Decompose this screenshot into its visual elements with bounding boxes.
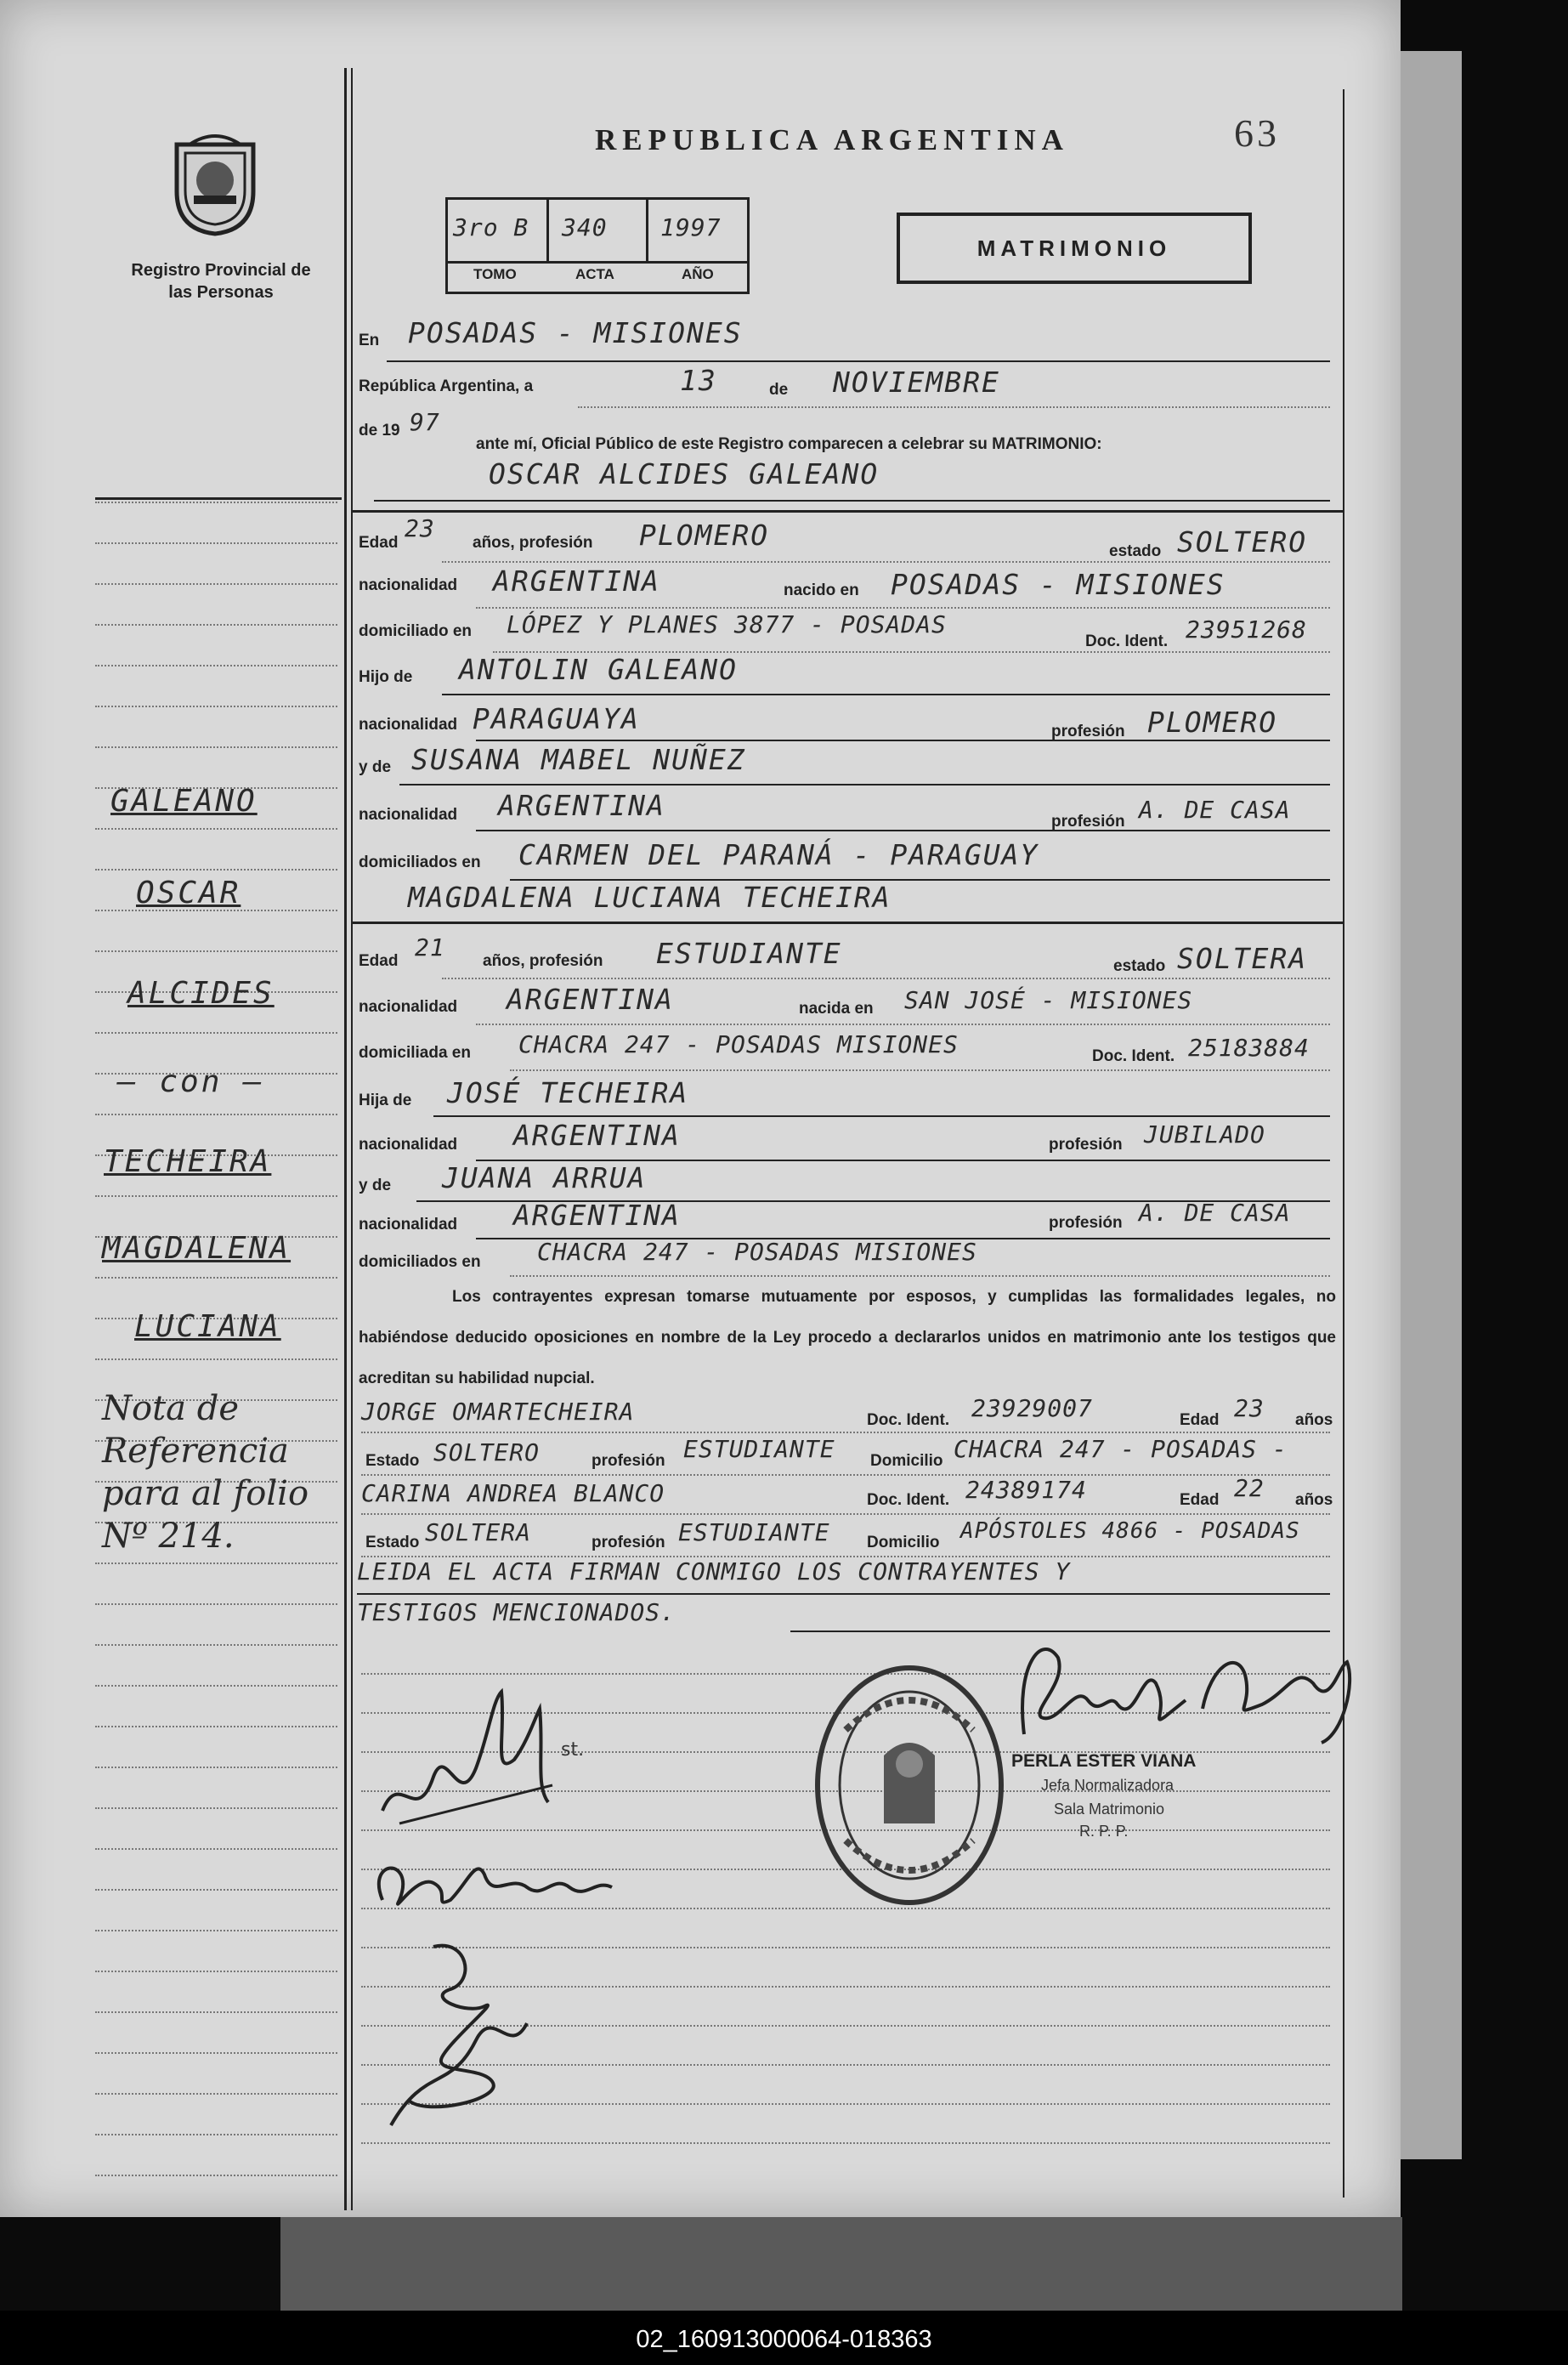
margin-note-7: LUCIANA xyxy=(134,1309,281,1344)
margin-ruled-line xyxy=(95,2052,337,2054)
official-title-3: R. P. P. xyxy=(1079,1823,1129,1840)
witness-1-profession: ESTUDIANTE xyxy=(683,1435,835,1463)
doc-type-label: MATRIMONIO xyxy=(976,235,1172,261)
witness-1-prof-label: profesión xyxy=(592,1452,665,1470)
witness-2-edad-label: Edad xyxy=(1180,1491,1220,1509)
groom-birthplace: POSADAS - MISIONES xyxy=(891,568,1226,601)
bride-father-prof-label: profesión xyxy=(1049,1136,1123,1154)
ano-label: AÑO xyxy=(682,266,714,282)
lower-page-edge xyxy=(280,2217,1402,2311)
groom-estado-label: estado xyxy=(1109,542,1162,560)
bride-father-profession: JUBILADO xyxy=(1144,1120,1265,1148)
witness-1-name: JORGE OMARTECHEIRA xyxy=(361,1398,635,1426)
witness-2-estado-label: Estado xyxy=(365,1534,420,1551)
bride-estado-label: estado xyxy=(1113,957,1166,975)
official-title-2: Sala Matrimonio xyxy=(1054,1801,1165,1818)
margin-ruled-line xyxy=(95,746,337,748)
witness-1-estado-label: Estado xyxy=(365,1452,420,1470)
bride-doc: 25183884 xyxy=(1188,1034,1310,1062)
witness-2-doc: 24389174 xyxy=(965,1476,1087,1504)
svg-text:st.: st. xyxy=(561,1739,585,1761)
bride-mother: JUANA ARRUA xyxy=(442,1161,647,1194)
witness-1-address: CHACRA 247 - POSADAS - xyxy=(954,1435,1288,1463)
bride-parents-address: CHACRA 247 - POSADAS MISIONES xyxy=(537,1238,977,1266)
bride-anos-prof-label: años, profesión xyxy=(483,952,603,970)
closing-line-2: TESTIGOS MENCIONADOS. xyxy=(357,1598,676,1626)
groom-father: ANTOLIN GALEANO xyxy=(459,653,739,686)
declaration-text: Los contrayentes expresan tomarse mutuamente por esposos, y cumplidas las formalidades legales, no habiéndose deducido oposiciones en nombre de la Ley procedo a declararlos unidos en matrimonio ante los testigos que acreditan su habilidad nupcial. xyxy=(359,1288,1336,1387)
groom-estado: SOLTERO xyxy=(1177,525,1308,559)
groom-father-nac-label: nacionalidad xyxy=(359,716,458,734)
margin-ruled-line xyxy=(95,2011,337,2013)
bride-dom-label: domiciliada en xyxy=(359,1044,471,1062)
en-label: En xyxy=(359,332,380,349)
footer-code: 02_160913000064-018363 xyxy=(636,2326,932,2353)
closing-line-1: LEIDA EL ACTA FIRMAN CONMIGO LOS CONTRAYENTES Y xyxy=(357,1557,1071,1585)
groom-doc-label: Doc. Ident. xyxy=(1085,632,1169,650)
margin-ruled-line xyxy=(95,502,337,503)
witness-1-anos-label: años xyxy=(1295,1411,1333,1429)
bride-nac-label: nacionalidad xyxy=(359,998,458,1016)
bride-age: 21 xyxy=(415,933,445,961)
doc-type-box xyxy=(897,213,1252,284)
bride-parents-dom-label: domiciliados en xyxy=(359,1253,481,1271)
republica-label: República Argentina, a xyxy=(359,377,534,395)
margin-ruled-line xyxy=(95,1726,337,1727)
registry-seal-icon xyxy=(160,128,270,238)
bride-mother-prof-label: profesión xyxy=(1049,1214,1123,1232)
groom-hijo-label: Hijo de xyxy=(359,668,413,686)
bride-nacida-label: nacida en xyxy=(799,1000,874,1018)
witness-2-prof-label: profesión xyxy=(592,1534,665,1551)
margin-ruled-line xyxy=(95,2134,337,2135)
witness-2-profession: ESTUDIANTE xyxy=(678,1518,830,1546)
signature-witnesses-icon xyxy=(374,1930,544,2134)
margin-ruled-line xyxy=(95,1277,337,1279)
margin-ruled-line xyxy=(95,1603,337,1605)
groom-father-profession: PLOMERO xyxy=(1147,706,1278,739)
groom-address: LÓPEZ Y PLANES 3877 - POSADAS xyxy=(507,610,947,638)
official-signature-icon xyxy=(1007,1632,1364,1751)
official-name: PERLA ESTER VIANA xyxy=(1011,1751,1197,1771)
witness-1-estado: SOLTERO xyxy=(433,1438,541,1466)
bride-yde-label: y de xyxy=(359,1177,392,1194)
margin-ruled-line xyxy=(95,583,337,585)
groom-mother-prof-label: profesión xyxy=(1051,813,1125,831)
margin-ruled-line xyxy=(95,1562,337,1564)
margin-note-3: ALCIDES xyxy=(127,976,275,1011)
witness-2-doc-label: Doc. Ident. xyxy=(867,1491,950,1509)
margin-note-4: — con — xyxy=(117,1064,264,1099)
margin-ruled-line xyxy=(95,1971,337,1972)
bride-mother-nac-label: nacionalidad xyxy=(359,1216,458,1234)
groom-edad-label: Edad xyxy=(359,534,399,552)
groom-age: 23 xyxy=(405,514,435,542)
margin-ruled-line xyxy=(95,950,337,952)
margin-ruled-line xyxy=(95,706,337,707)
groom-father-prof-label: profesión xyxy=(1051,723,1125,740)
groom-father-nationality: PARAGUAYA xyxy=(473,702,640,735)
groom-dom-label: domiciliado en xyxy=(359,622,473,640)
groom-mother-nationality: ARGENTINA xyxy=(498,789,665,822)
groom-nationality: ARGENTINA xyxy=(493,564,660,598)
groom-name: OSCAR ALCIDES GALEANO xyxy=(489,457,880,491)
margin-ruled-line xyxy=(95,1807,337,1809)
official-round-stamp-icon xyxy=(812,1662,1007,1908)
margin-ruled-line xyxy=(95,1685,337,1687)
witness-2-address: APÓSTOLES 4866 - POSADAS xyxy=(960,1518,1300,1544)
bride-mother-profession: A. DE CASA xyxy=(1139,1199,1291,1227)
witness-2-dom-label: Domicilio xyxy=(867,1534,940,1551)
margin-ruled-line xyxy=(95,869,337,871)
bride-father-nac-label: nacionalidad xyxy=(359,1136,458,1154)
margin-ruled-line xyxy=(95,2093,337,2095)
margin-ruled-line xyxy=(95,1032,337,1034)
witness-1-edad-label: Edad xyxy=(1180,1411,1220,1429)
groom-profession: PLOMERO xyxy=(639,519,770,552)
witness-2-name: CARINA ANDREA BLANCO xyxy=(361,1479,665,1507)
margin-note-6: MAGDALENA xyxy=(102,1231,292,1266)
groom-yde-label: y de xyxy=(359,758,392,776)
bride-hija-label: Hija de xyxy=(359,1092,412,1109)
bride-doc-label: Doc. Ident. xyxy=(1092,1047,1175,1065)
right-margin-line xyxy=(1343,89,1344,2198)
acta-year-value: 1997 xyxy=(660,213,722,241)
margin-ruled-line xyxy=(95,542,337,544)
country-title: REPUBLICA ARGENTINA xyxy=(595,123,1069,156)
registry-name: Registro Provincial de las Personas xyxy=(131,261,311,302)
margin-ruled-line xyxy=(95,1644,337,1646)
bride-name: MAGDALENA LUCIANA TECHEIRA xyxy=(408,881,892,914)
acta-number-value: 340 xyxy=(562,213,608,241)
margin-note-5: TECHEIRA xyxy=(104,1144,272,1179)
bride-estado: SOLTERA xyxy=(1177,942,1308,975)
margin-ruled-line xyxy=(95,1889,337,1891)
acta-tomo-value: 3ro B xyxy=(453,213,529,241)
margin-ruled-line xyxy=(95,665,337,666)
bride-nationality: ARGENTINA xyxy=(507,983,674,1016)
margin-ruled-line xyxy=(95,828,337,830)
official-title-1: Jefa Normalizadora xyxy=(1041,1777,1175,1794)
groom-nac-label: nacionalidad xyxy=(359,576,458,594)
month-value: NOVIEMBRE xyxy=(833,366,1000,399)
year-suffix: 97 xyxy=(410,408,440,436)
content-left-line xyxy=(351,68,353,2210)
bride-father-nationality: ARGENTINA xyxy=(513,1119,681,1152)
margin-ruled-line xyxy=(95,1114,337,1115)
margin-ruled-line xyxy=(95,2175,337,2176)
place-value: POSADAS - MISIONES xyxy=(408,316,743,349)
margin-ruled-line xyxy=(95,1767,337,1768)
witness-1-age: 23 xyxy=(1234,1394,1265,1422)
groom-doc: 23951268 xyxy=(1186,615,1307,644)
margin-divider-line xyxy=(344,68,347,2210)
tomo-label: TOMO xyxy=(473,266,517,282)
witness-1-doc-label: Doc. Ident. xyxy=(867,1411,950,1429)
day-value: 13 xyxy=(680,364,717,397)
groom-mother-nac-label: nacionalidad xyxy=(359,806,458,824)
margin-note-1: GALEANO xyxy=(110,784,258,819)
bride-profession: ESTUDIANTE xyxy=(656,937,842,970)
page-number: 63 xyxy=(1234,111,1280,155)
bride-edad-label: Edad xyxy=(359,952,399,970)
year-prefix: de 19 xyxy=(359,422,400,440)
bride-birthplace: SAN JOSÉ - MISIONES xyxy=(904,986,1193,1014)
margin-ruled-line xyxy=(95,624,337,626)
groom-nacido-label: nacido en xyxy=(784,581,859,599)
witness-2-estado: SOLTERA xyxy=(425,1518,532,1546)
acta-label: ACTA xyxy=(575,266,614,282)
signature-bride-icon xyxy=(365,1840,637,1925)
bride-address: CHACRA 247 - POSADAS MISIONES xyxy=(518,1030,959,1058)
margin-ruled-line xyxy=(95,1848,337,1850)
bride-father: JOSÉ TECHEIRA xyxy=(447,1076,689,1109)
witness-2-anos-label: años xyxy=(1295,1491,1333,1509)
groom-anos-prof-label: años, profesión xyxy=(473,534,593,552)
margin-note-2: OSCAR xyxy=(136,876,241,910)
witness-2-age: 22 xyxy=(1234,1474,1265,1502)
witness-1-doc: 23929007 xyxy=(971,1394,1093,1422)
signature-groom-icon xyxy=(365,1683,603,1836)
intro-statement: ante mí, Oficial Público de este Registro comparecen a celebrar su MATRIMONIO: xyxy=(476,435,1102,453)
bride-mother-nationality: ARGENTINA xyxy=(513,1199,681,1232)
groom-parents-dom-label: domiciliados en xyxy=(359,854,481,871)
acta-box xyxy=(445,197,750,294)
margin-ruled-line xyxy=(95,1195,337,1197)
margin-ruled-line xyxy=(95,1358,337,1360)
ruled-line xyxy=(361,2142,1330,2144)
margin-reference-note: Nota de Referencia para al folio Nº 214. xyxy=(102,1389,309,1556)
groom-parents-address: CARMEN DEL PARANÁ - PARAGUAY xyxy=(518,838,1039,871)
margin-ruled-line xyxy=(95,1930,337,1931)
margin-top-rule xyxy=(95,497,342,500)
groom-mother: SUSANA MABEL NUÑEZ xyxy=(411,743,746,776)
witness-1-dom-label: Domicilio xyxy=(870,1452,943,1470)
de-label: de xyxy=(769,381,789,399)
groom-mother-profession: A. DE CASA xyxy=(1139,796,1291,824)
